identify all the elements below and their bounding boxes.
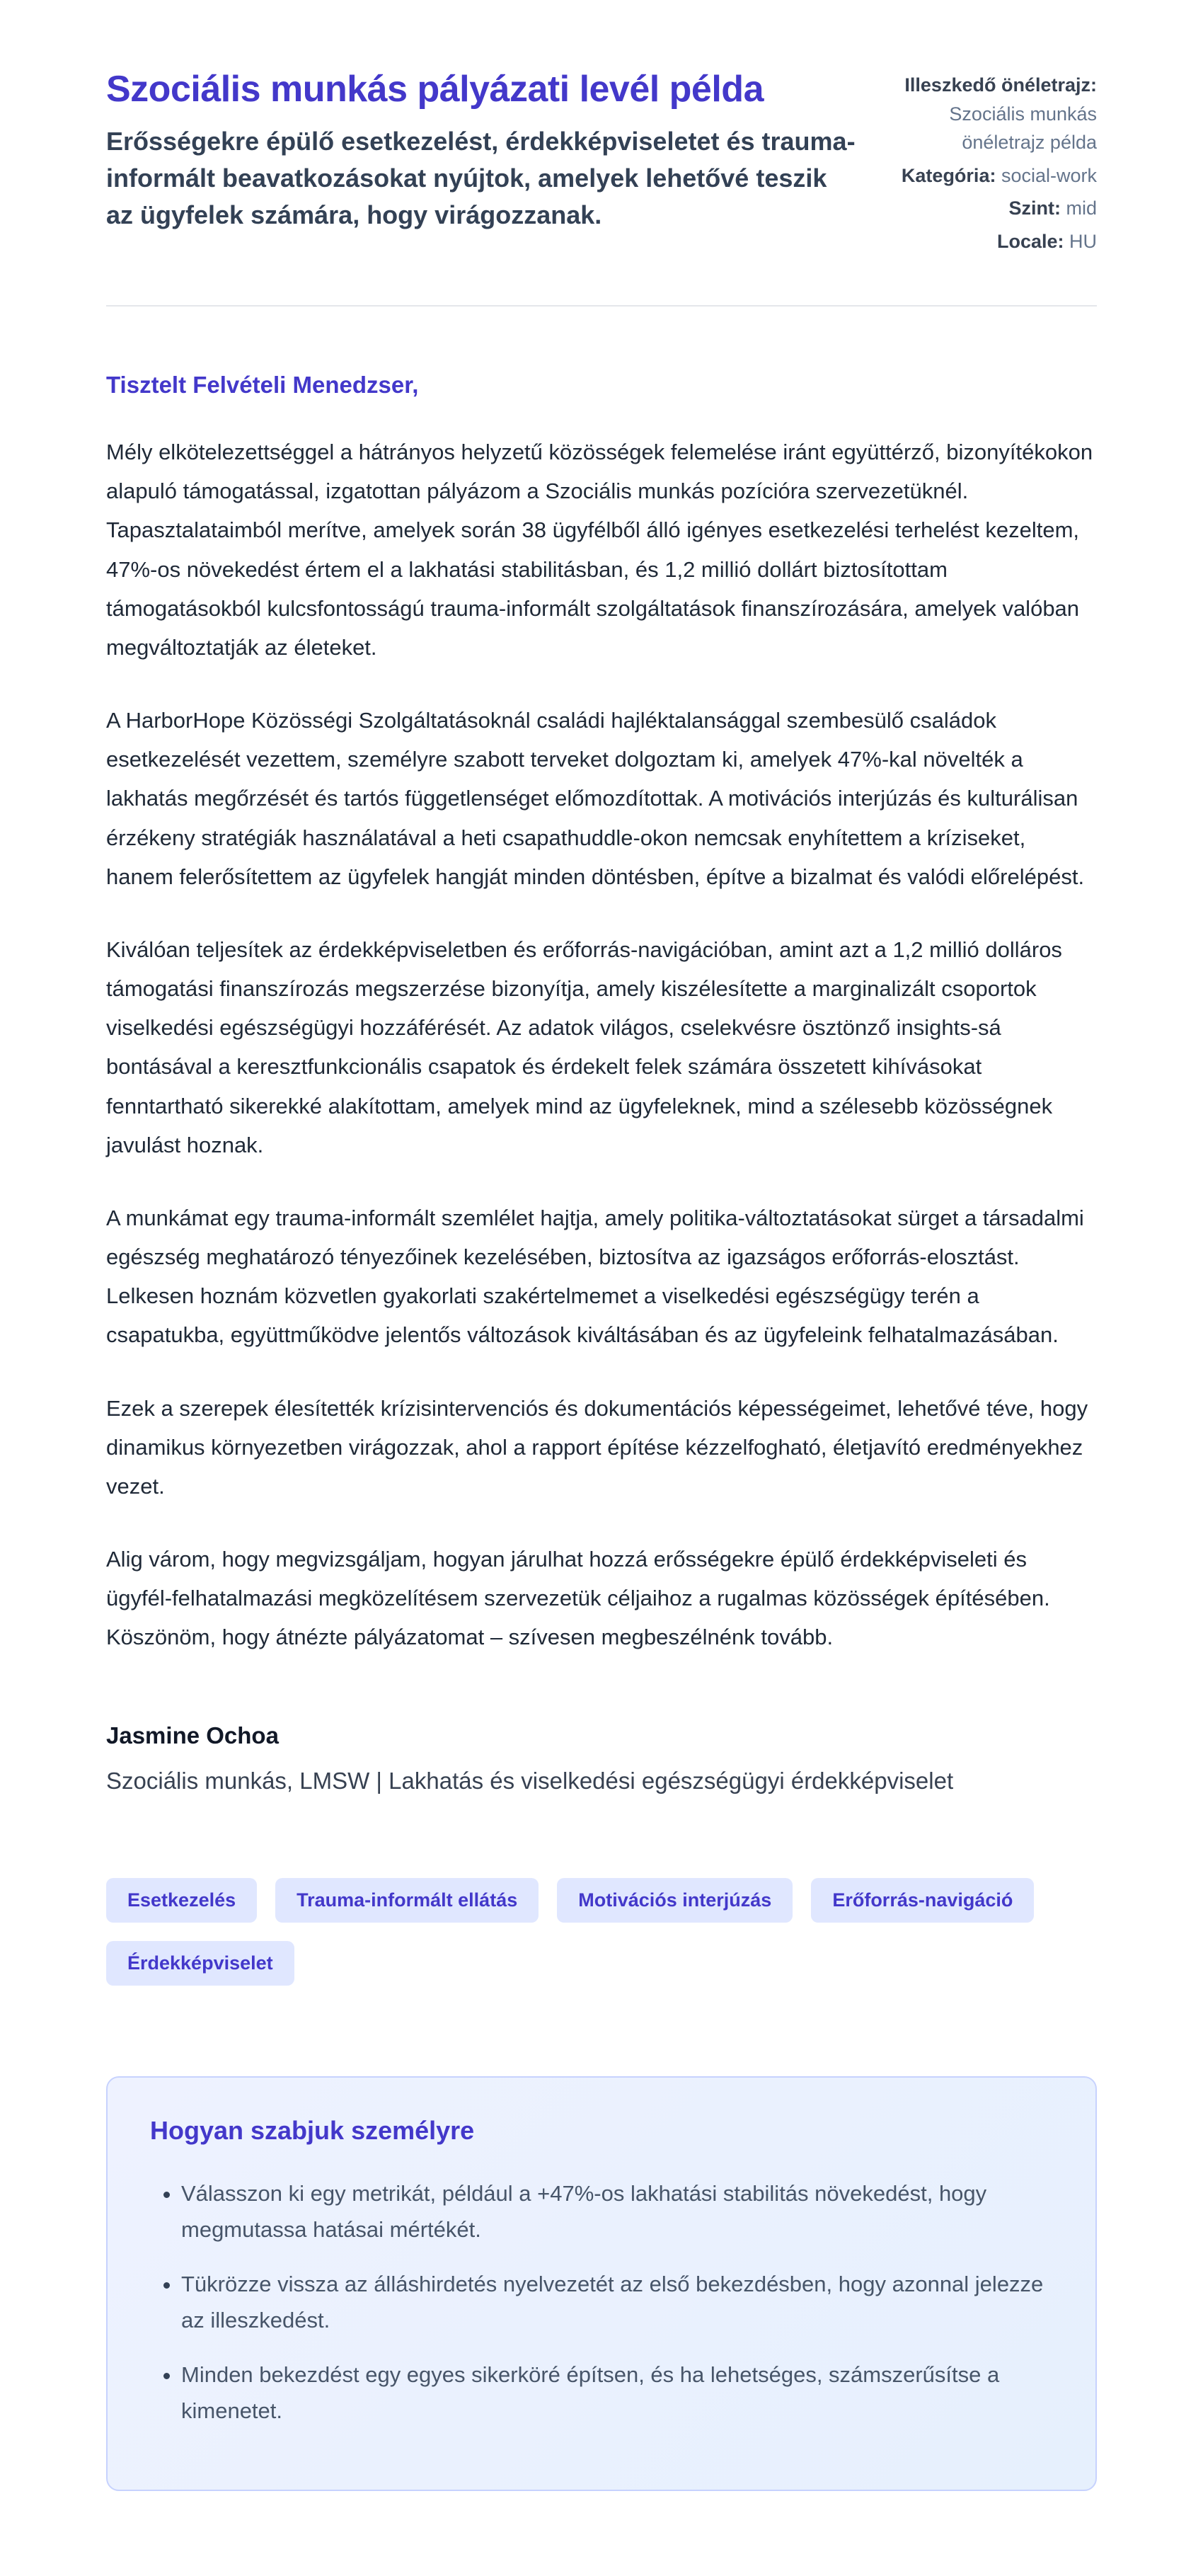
meta-label: Illeszkedő önéletrajz: [904, 74, 1097, 96]
header-divider [106, 305, 1097, 307]
tag-chip[interactable]: Motivációs interjúzás [557, 1878, 793, 1923]
letter-paragraph: Kiválóan teljesítek az érdekképviseletben és erőforrás-navigációban, amint azt a 1,2 millió dolláros támogatási finanszírozás megszerzése bizonyítja, amely kiszélesítette a marginalizált csoportok viselkedési egészségügyi hozzáférését. Az adatok világos, cselekvésre ösztönző insights-sá bontásával a keresztfunkcionális csapatok és érdekelt felek számára összetett kihívásokat fenntartható sikerekké alakítottam, amelyek mind az ügyfeleknek, mind a szélesebb közösségnek javulást hoznak. [106, 937, 1062, 1157]
meta-value: mid [1066, 198, 1097, 219]
signature-role: Szociális munkás, LMSW | Lakhatás és viselkedési egészségügyi érdekképviselet [106, 1767, 954, 1794]
meta-value: HU [1069, 230, 1097, 252]
meta-value: Szociális munkás önéletrajz példa [949, 103, 1097, 153]
letter-paragraph: A HarborHope Közösségi Szolgáltatásoknál családi hajléktalansággal szembesülő családok esetkezelését vezettem, személyre szabott terveket dolgoztam ki, amelyek 47%-kal növelték a lakhatás megőrzését és tartós függetlenséget előmozdítottak. A motivációs interjúzás és kulturálisan érzékeny stratégiák használatával a heti csapathuddle-okon nemcsak enyhítettem a kríziseket, hanem felerősítettem az ügyfelek hangját minden döntésben, építve a bizalmat és valódi előrelépést. [106, 708, 1085, 889]
letter-body [106, 372, 1097, 2491]
tag-chip[interactable]: Erőforrás-navigáció [811, 1878, 1034, 1923]
greeting: Tisztelt Felvételi Menedzser, [106, 372, 419, 398]
letter-paragraph: A munkámat egy trauma-informált szemlélet hajtja, amely politika-változtatásokat sürget a társadalmi egészség meghatározó tényezőinek kezelésében, biztosítva az igazságos erőforrás-elosztást. Lelkesen hoznám közvetlen gyakorlati szakértelmemet a viselkedési egészségügy terén a csapatukba, együttműködve jelentős változások kiváltásában és az ügyfeleink felhatalmazásában. [106, 1205, 1084, 1348]
page [106, 0, 1097, 2576]
tips-list [150, 2175, 1053, 2429]
meta-row [877, 194, 1097, 223]
tag-chip[interactable]: Esetkezelés [106, 1878, 257, 1923]
page-subtitle: Erősségekre épülő esetkezelést, érdekképviseletet és trauma-informált beavatkozásokat nyújtok, amelyek lehetővé teszik az ügyfelek számára, hogy virágozzanak. [106, 127, 856, 230]
meta-row [877, 227, 1097, 256]
paragraphs [106, 433, 1097, 1657]
tip-item: • Tükrözze vissza az álláshirdetés nyelvezetét az első bekezdésben, hogy azonnal jelezze az illeszkedést. [181, 2266, 1053, 2338]
signature-block [106, 1722, 1097, 1794]
letter-paragraph: Ezek a szerepek élesítették krízisintervenciós és dokumentációs képességeimet, lehetővé téve, hogy dinamikus környezetben virágozzak, ahol a rapport építése kézzelfogható, életjavító eredményekhez vezet. [106, 1395, 1088, 1499]
tag-chip[interactable]: Trauma-informált ellátás [275, 1878, 539, 1923]
meta-value: social-work [1001, 164, 1097, 186]
tips-title: Hogyan szabjuk személyre [150, 2115, 475, 2145]
meta-row [877, 161, 1097, 190]
header [106, 68, 1097, 260]
signature-name: Jasmine Ochoa [106, 1722, 279, 1748]
tip-item: • Minden bekezdést egy egyes sikerköré építsen, és ha lehetséges, számszerűsítse a kimenetet. [181, 2357, 1053, 2429]
letter-paragraph: Mély elkötelezettséggel a hátrányos helyzetű közösségek felemelése iránt együttérző, bizonyítékokon alapuló támogatással, izgatottan pályázom a Szociális munkás pozícióra szervezetüknél. Tapasztalataimból merítve, amelyek során 38 ügyfélből álló igényes esetkezelési terhelést kezeltem, 47%-os növekedést értem el a lakhatási stabilitásban, és 1,2 millió dollárt biztosítottam támogatásokból kulcsfontosságú trauma-informált szolgáltatások finanszírozására, amelyek valóban megváltoztatják az életeket. [106, 440, 1093, 660]
letter-paragraph: Alig várom, hogy megvizsgáljam, hogyan járulhat hozzá erősségekre épülő érdekképviseleti és ügyfél-felhatalmazási megközelítésem szervezetük céljaihoz a rugalmas közösségek építésében. Köszönöm, hogy átnézte pályázatomat – szívesen megbeszélnénk tovább. [106, 1547, 1050, 1650]
tag-chip[interactable]: Érdekképviselet [106, 1941, 294, 1986]
tip-item: • Válasszon ki egy metrikát, például a +47%-os lakhatási stabilitás növekedést, hogy megmutassa hatásai mértékét. [181, 2175, 1053, 2248]
meta-panel [877, 68, 1097, 260]
meta-row [877, 71, 1097, 157]
meta-label: Kategória: [901, 164, 996, 186]
page-title: Szociális munkás pályázati levél példa [106, 69, 764, 110]
tag-list [106, 1878, 1097, 1986]
meta-label: Szint: [1008, 198, 1061, 219]
tips-box [106, 2076, 1097, 2492]
header-text-block [106, 68, 858, 234]
meta-label: Locale: [996, 230, 1064, 252]
